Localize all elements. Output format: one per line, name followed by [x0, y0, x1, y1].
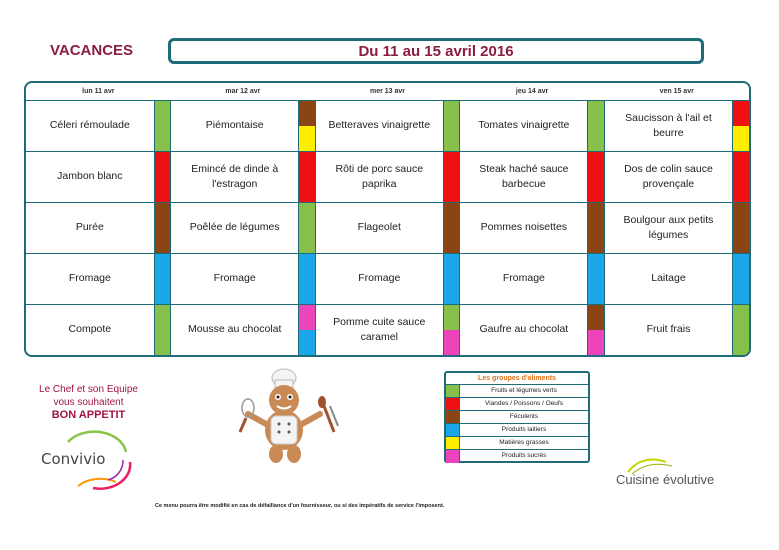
food-group-swatch: [155, 152, 170, 202]
menu-row: [26, 202, 749, 253]
food-group-swatch: [155, 254, 170, 304]
food-group-swatch: [588, 101, 603, 151]
food-group-swatch: [733, 126, 749, 151]
food-group-indicator: [588, 253, 604, 304]
legend-label: Viandes / Poissons / Oeufs: [485, 400, 563, 407]
day-header: lun 11 avr: [26, 83, 171, 100]
dish-cell: Compote: [26, 304, 154, 355]
weekly-menu-table: [24, 81, 751, 357]
period-text: Du 11 au 15 avril 2016: [358, 42, 514, 60]
legend-item: [446, 424, 588, 437]
legend-item: [446, 437, 588, 450]
food-group-swatch: [299, 254, 314, 304]
food-group-legend: [444, 371, 590, 463]
legend-title: Les groupes d'aliments: [446, 373, 588, 385]
food-group-indicator: [299, 151, 315, 202]
chef-line-3: BON APPETIT: [51, 409, 126, 421]
day-header: mer 13 avr: [315, 83, 460, 100]
menu-row: [26, 151, 749, 202]
food-group-indicator: [443, 151, 459, 202]
legend-swatch: [446, 411, 460, 423]
food-group-indicator: [733, 151, 749, 202]
food-group-indicator: [299, 253, 315, 304]
food-group-swatch: [733, 101, 749, 126]
dish-cell: Fromage: [26, 253, 154, 304]
food-group-swatch: [588, 254, 603, 304]
chef-line-2: vous souhaitent: [53, 397, 124, 408]
dish-cell: Rôti de porc sauce paprika: [315, 151, 443, 202]
legend-label: Fruits et légumes verts: [491, 387, 557, 394]
day-header: ven 15 avr: [604, 83, 749, 100]
food-group-indicator: [154, 151, 170, 202]
dish-cell: Jambon blanc: [26, 151, 154, 202]
food-group-indicator: [154, 253, 170, 304]
legend-label: Féculents: [509, 413, 539, 420]
food-group-indicator: [443, 253, 459, 304]
dish-cell: Gaufre au chocolat: [460, 304, 588, 355]
food-group-indicator: [443, 304, 459, 355]
food-group-swatch: [733, 305, 749, 355]
dish-cell: Piémontaise: [171, 100, 299, 151]
legend-label: Produits laitiers: [501, 426, 547, 433]
food-group-swatch: [733, 152, 749, 202]
food-group-swatch: [588, 203, 603, 253]
legend-label: Matières grasses: [499, 439, 549, 446]
food-group-swatch: [733, 254, 749, 304]
convivio-wordmark: Convivio: [41, 450, 106, 468]
dish-cell: Pomme cuite sauce caramel: [315, 304, 443, 355]
food-group-swatch: [444, 203, 459, 253]
dish-cell: Tomates vinaigrette: [460, 100, 588, 151]
convivio-logo: [38, 430, 138, 490]
dish-cell: Poêlée de légumes: [171, 202, 299, 253]
menu-row: [26, 253, 749, 304]
food-group-swatch: [444, 330, 459, 355]
food-group-swatch: [444, 254, 459, 304]
food-group-indicator: [299, 100, 315, 151]
food-group-indicator: [588, 304, 604, 355]
dish-cell: Mousse au chocolat: [171, 304, 299, 355]
dish-cell: Flageolet: [315, 202, 443, 253]
dish-cell: Steak haché sauce barbecue: [460, 151, 588, 202]
food-group-swatch: [155, 305, 170, 355]
food-group-indicator: [154, 304, 170, 355]
food-group-indicator: [588, 151, 604, 202]
legend-swatch: [446, 424, 460, 436]
dish-cell: Saucisson à l'ail et beurre: [604, 100, 732, 151]
food-group-swatch: [299, 152, 314, 202]
food-group-swatch: [733, 203, 749, 253]
food-group-indicator: [299, 304, 315, 355]
chef-line-1: Le Chef et son Equipe: [39, 384, 138, 395]
dish-cell: Fromage: [315, 253, 443, 304]
food-group-swatch: [299, 305, 314, 330]
menu-disclaimer: Ce menu pourra être modifié en cas de défaillance d'un fournisseur, ou si des impératifs de service l'imposent.: [155, 503, 445, 509]
dish-cell: Dos de colin sauce provençale: [604, 151, 732, 202]
dish-cell: Betteraves vinaigrette: [315, 100, 443, 151]
cuisine-wordmark: Cuisine évolutive: [616, 472, 715, 487]
food-group-indicator: [733, 100, 749, 151]
dish-cell: Boulgour aux petits légumes: [604, 202, 732, 253]
food-group-swatch: [588, 305, 603, 330]
food-group-swatch: [444, 305, 459, 330]
legend-swatch: [446, 385, 460, 397]
cuisine-evolutive-logo: [612, 452, 732, 492]
dish-cell: Fruit frais: [604, 304, 732, 355]
food-group-indicator: [154, 100, 170, 151]
food-group-indicator: [588, 202, 604, 253]
chef-message: [36, 383, 141, 422]
food-group-swatch: [155, 101, 170, 151]
food-group-swatch: [299, 203, 314, 253]
day-header: mar 12 avr: [171, 83, 316, 100]
food-group-indicator: [443, 100, 459, 151]
food-group-swatch: [588, 330, 603, 355]
dish-cell: Pommes noisettes: [460, 202, 588, 253]
food-group-indicator: [299, 202, 315, 253]
food-group-swatch: [299, 101, 314, 126]
day-header: jeu 14 avr: [460, 83, 605, 100]
legend-label: Produits sucrés: [501, 452, 547, 459]
food-group-swatch: [155, 203, 170, 253]
food-group-indicator: [588, 100, 604, 151]
dish-cell: Fromage: [460, 253, 588, 304]
legend-item: [446, 398, 588, 411]
food-group-indicator: [733, 202, 749, 253]
legend-item: [446, 411, 588, 424]
food-group-indicator: [154, 202, 170, 253]
legend-swatch: [446, 398, 460, 410]
food-group-swatch: [588, 152, 603, 202]
dish-cell: Céleri rémoulade: [26, 100, 154, 151]
food-group-indicator: [733, 304, 749, 355]
legend-swatch: [446, 437, 460, 449]
period-title: [168, 38, 704, 64]
food-group-indicator: [443, 202, 459, 253]
day-header-row: [26, 83, 749, 100]
gingerbread-chef-icon: [238, 366, 344, 466]
menu-row: [26, 100, 749, 151]
legend-item: [446, 385, 588, 398]
vacances-label: VACANCES: [50, 42, 134, 59]
dish-cell: Purée: [26, 202, 154, 253]
dish-cell: Emincé de dinde à l'estragon: [171, 151, 299, 202]
food-group-swatch: [299, 330, 314, 355]
legend-item: [446, 450, 588, 463]
food-group-swatch: [444, 152, 459, 202]
food-group-indicator: [733, 253, 749, 304]
menu-row: [26, 304, 749, 355]
dish-cell: Laitage: [604, 253, 732, 304]
food-group-swatch: [299, 126, 314, 151]
food-group-swatch: [444, 101, 459, 151]
dish-cell: Fromage: [171, 253, 299, 304]
legend-swatch: [446, 450, 460, 463]
